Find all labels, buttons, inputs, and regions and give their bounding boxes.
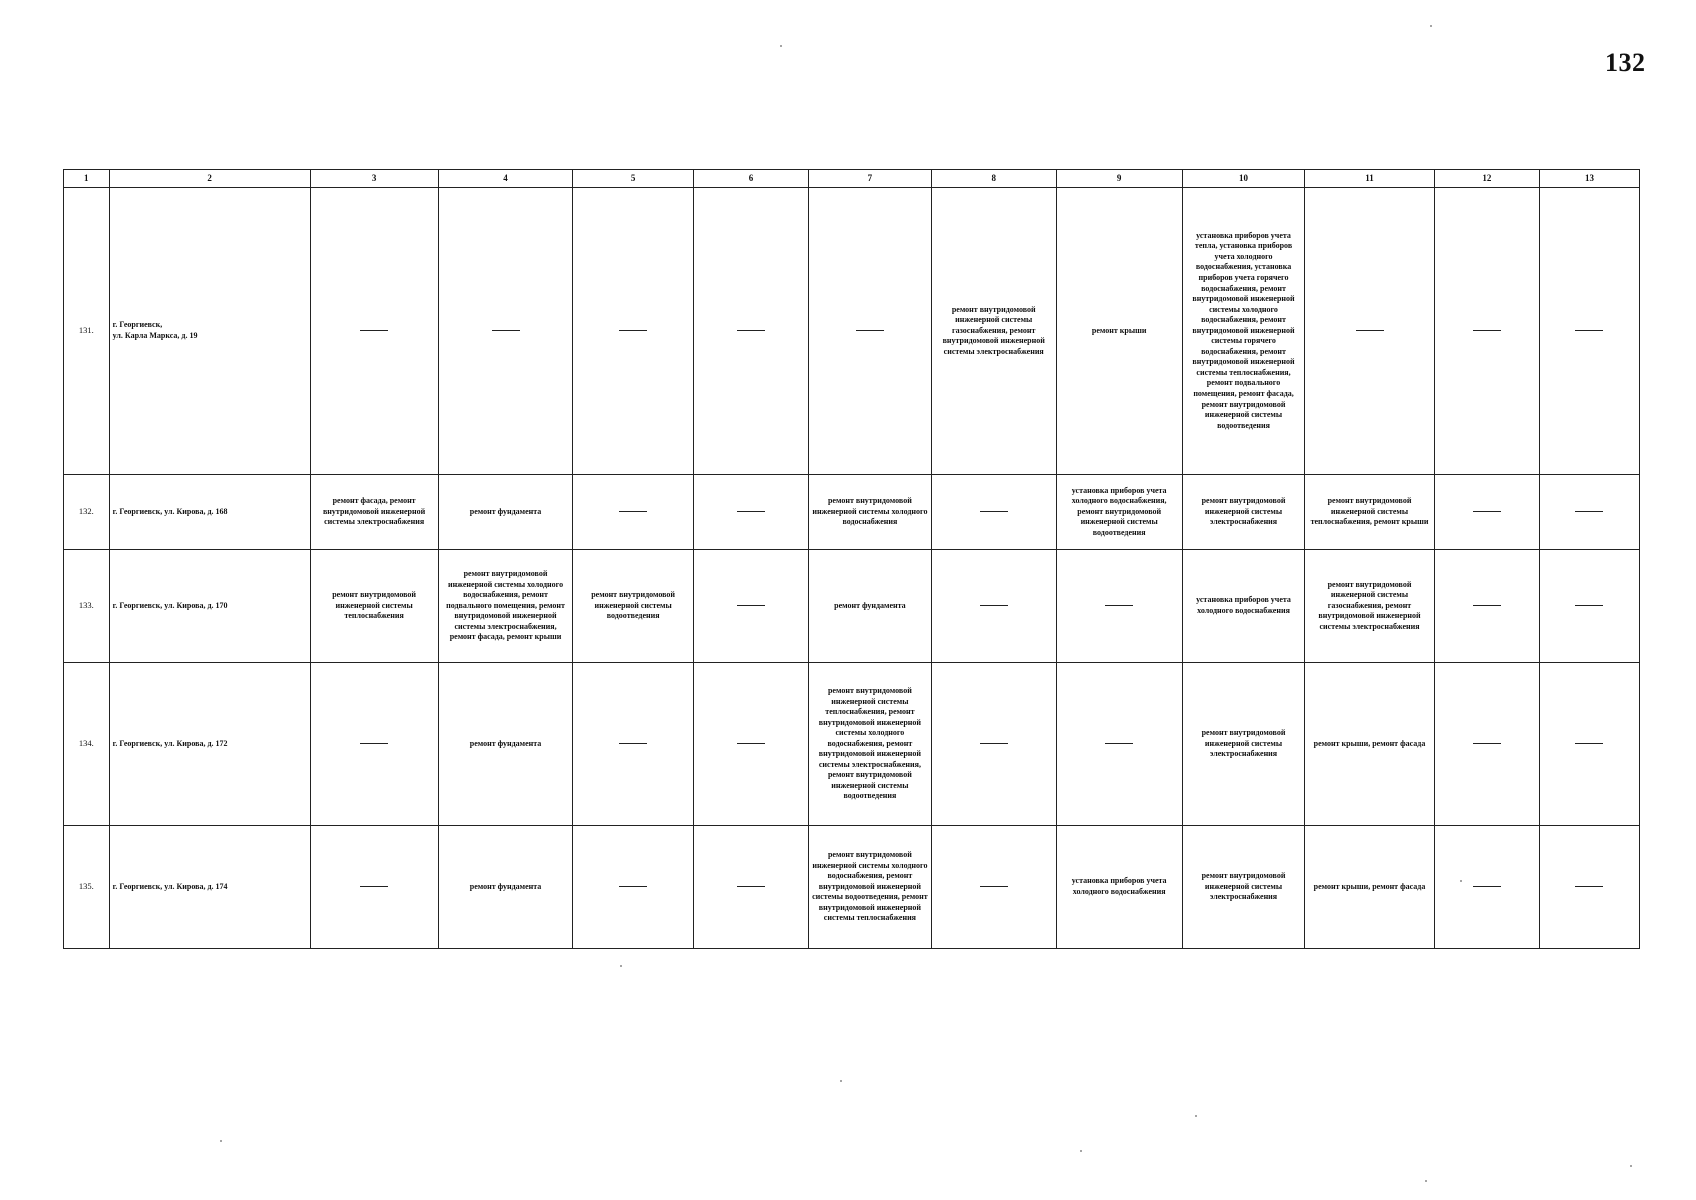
work-description-cell: ремонт внутридомовой инженерной системы электроснабжения (1182, 826, 1305, 949)
empty-cell (1539, 826, 1639, 949)
dash-mark (1575, 511, 1603, 512)
empty-cell (573, 663, 694, 826)
dash-mark (1575, 886, 1603, 887)
empty-cell (1539, 663, 1639, 826)
column-header: 4 (438, 170, 573, 188)
empty-cell (693, 550, 808, 663)
dash-mark (360, 330, 388, 331)
empty-cell (1056, 663, 1182, 826)
address-cell: г. Георгиевск, ул. Кирова, д. 170 (109, 550, 310, 663)
dash-mark (619, 511, 647, 512)
empty-cell (1434, 475, 1539, 550)
work-description-cell: ремонт внутридомовой инженерной системы водоотведения (573, 550, 694, 663)
row-number: 135. (64, 826, 110, 949)
empty-cell (693, 826, 808, 949)
dash-mark (1473, 886, 1501, 887)
work-description-cell: установка приборов учета холодного водоснабжения (1056, 826, 1182, 949)
dash-mark (619, 886, 647, 887)
work-description-cell: ремонт внутридомовой инженерной системы газоснабжения, ремонт внутридомовой инженерной системы электроснабжения (1305, 550, 1434, 663)
empty-cell (310, 188, 438, 475)
dash-mark (980, 511, 1008, 512)
empty-cell (809, 188, 932, 475)
empty-cell (1434, 550, 1539, 663)
address-cell: г. Георгиевск, ул. Кирова, д. 174 (109, 826, 310, 949)
dash-mark (980, 886, 1008, 887)
table-row (64, 188, 1640, 475)
row-number: 131. (64, 188, 110, 475)
column-header: 7 (809, 170, 932, 188)
empty-cell (1539, 475, 1639, 550)
work-description-cell: ремонт внутридомовой инженерной системы теплоснабжения, ремонт внутридомовой инженерной системы холодного водоснабжения, ремонт внутридомовой инженерной системы электроснабжения, ремонт внутридомовой инженерной системы водоотведения (809, 663, 932, 826)
row-number: 133. (64, 550, 110, 663)
work-description-cell: ремонт фундамента (438, 475, 573, 550)
empty-cell (693, 475, 808, 550)
work-description-cell: ремонт внутридомовой инженерной системы электроснабжения (1182, 663, 1305, 826)
work-description-cell: ремонт внутридомовой инженерной системы электроснабжения (1182, 475, 1305, 550)
dash-mark (980, 743, 1008, 744)
work-description-cell: ремонт внутридомовой инженерной системы холодного водоснабжения (809, 475, 932, 550)
row-number: 132. (64, 475, 110, 550)
column-header: 3 (310, 170, 438, 188)
empty-cell (931, 475, 1056, 550)
scan-speck (1425, 1180, 1427, 1182)
empty-cell (931, 826, 1056, 949)
empty-cell (1539, 188, 1639, 475)
scan-speck (620, 965, 622, 967)
work-description-cell: ремонт фундамента (809, 550, 932, 663)
dash-mark (737, 330, 765, 331)
row-number: 134. (64, 663, 110, 826)
column-header: 5 (573, 170, 694, 188)
empty-cell (438, 188, 573, 475)
empty-cell (310, 826, 438, 949)
page-number: 132 (1605, 48, 1646, 77)
table-body (64, 188, 1640, 949)
dash-mark (1473, 511, 1501, 512)
dash-mark (1575, 743, 1603, 744)
dash-mark (1473, 743, 1501, 744)
dash-mark (360, 743, 388, 744)
scan-speck (780, 45, 782, 47)
table-row (64, 550, 1640, 663)
scan-speck (1430, 25, 1432, 27)
work-description-cell: ремонт крыши, ремонт фасада (1305, 663, 1434, 826)
column-header: 6 (693, 170, 808, 188)
empty-cell (573, 826, 694, 949)
scan-speck (840, 1080, 842, 1082)
column-header: 13 (1539, 170, 1639, 188)
dash-mark (1105, 605, 1133, 606)
table-row (64, 826, 1640, 949)
dash-mark (737, 743, 765, 744)
work-description-cell: установка приборов учета холодного водоснабжения, ремонт внутридомовой инженерной системы водоотведения (1056, 475, 1182, 550)
column-header: 11 (1305, 170, 1434, 188)
dash-mark (492, 330, 520, 331)
work-description-cell: ремонт крыши, ремонт фасада (1305, 826, 1434, 949)
dash-mark (737, 605, 765, 606)
dash-mark (1473, 605, 1501, 606)
work-description-cell: ремонт крыши (1056, 188, 1182, 475)
empty-cell (1305, 188, 1434, 475)
empty-cell (1434, 826, 1539, 949)
column-header: 8 (931, 170, 1056, 188)
scan-speck (220, 1140, 222, 1142)
dash-mark (360, 886, 388, 887)
address-cell: г. Георгиевск, ул. Кирова, д. 168 (109, 475, 310, 550)
empty-cell (931, 663, 1056, 826)
empty-cell (1056, 550, 1182, 663)
empty-cell (573, 188, 694, 475)
column-header: 12 (1434, 170, 1539, 188)
dash-mark (856, 330, 884, 331)
dash-mark (619, 330, 647, 331)
empty-cell (693, 663, 808, 826)
table-row (64, 475, 1640, 550)
dash-mark (737, 511, 765, 512)
table-row (64, 663, 1640, 826)
empty-cell (573, 475, 694, 550)
work-description-cell: установка приборов учета тепла, установка приборов учета холодного водоснабжения, установка приборов учета горячего водоснабжения, ремонт внутридомовой инженерной системы холодного водоснабжения, ремонт внутридомовой инженерной системы горячего водоснабжения, ремонт внутридомовой инженерной системы теплоснабжения, ремонт подвального помещения, ремонт фасада, ремонт внутридомовой инженерной системы водоотведения (1182, 188, 1305, 475)
dash-mark (1473, 330, 1501, 331)
address-cell: г. Георгиевск, ул. Кирова, д. 172 (109, 663, 310, 826)
dash-mark (1356, 330, 1384, 331)
dash-mark (619, 743, 647, 744)
work-description-cell: ремонт фундамента (438, 663, 573, 826)
work-description-cell: установка приборов учета холодного водоснабжения (1182, 550, 1305, 663)
column-header: 1 (64, 170, 110, 188)
column-header: 10 (1182, 170, 1305, 188)
scan-speck (1460, 880, 1462, 882)
work-description-cell: ремонт фасада, ремонт внутридомовой инженерной системы электроснабжения (310, 475, 438, 550)
scan-speck (1195, 1115, 1197, 1117)
work-description-cell: ремонт внутридомовой инженерной системы теплоснабжения, ремонт крыши (1305, 475, 1434, 550)
column-header: 2 (109, 170, 310, 188)
work-description-cell: ремонт внутридомовой инженерной системы холодного водоснабжения, ремонт подвального помещения, ремонт внутридомовой инженерной системы электроснабжения, ремонт фасада, ремонт крыши (438, 550, 573, 663)
work-description-cell: ремонт внутридомовой инженерной системы холодного водоснабжения, ремонт внутридомовой инженерной системы водоотведения, ремонт внутридомовой инженерной системы теплоснабжения (809, 826, 932, 949)
work-description-cell: ремонт внутридомовой инженерной системы теплоснабжения (310, 550, 438, 663)
empty-cell (931, 550, 1056, 663)
empty-cell (310, 663, 438, 826)
work-description-cell: ремонт внутридомовой инженерной системы газоснабжения, ремонт внутридомовой инженерной системы электроснабжения (931, 188, 1056, 475)
column-header: 9 (1056, 170, 1182, 188)
work-description-cell: ремонт фундамента (438, 826, 573, 949)
dash-mark (737, 886, 765, 887)
address-cell: г. Георгиевск, ул. Карла Маркса, д. 19 (109, 188, 310, 475)
scan-speck (1080, 1150, 1082, 1152)
empty-cell (1539, 550, 1639, 663)
dash-mark (980, 605, 1008, 606)
dash-mark (1575, 330, 1603, 331)
dash-mark (1575, 605, 1603, 606)
header-row (64, 170, 1640, 188)
empty-cell (693, 188, 808, 475)
dash-mark (1105, 743, 1133, 744)
empty-cell (1434, 663, 1539, 826)
repair-schedule-table (63, 169, 1640, 949)
empty-cell (1434, 188, 1539, 475)
scan-speck (1630, 1165, 1632, 1167)
